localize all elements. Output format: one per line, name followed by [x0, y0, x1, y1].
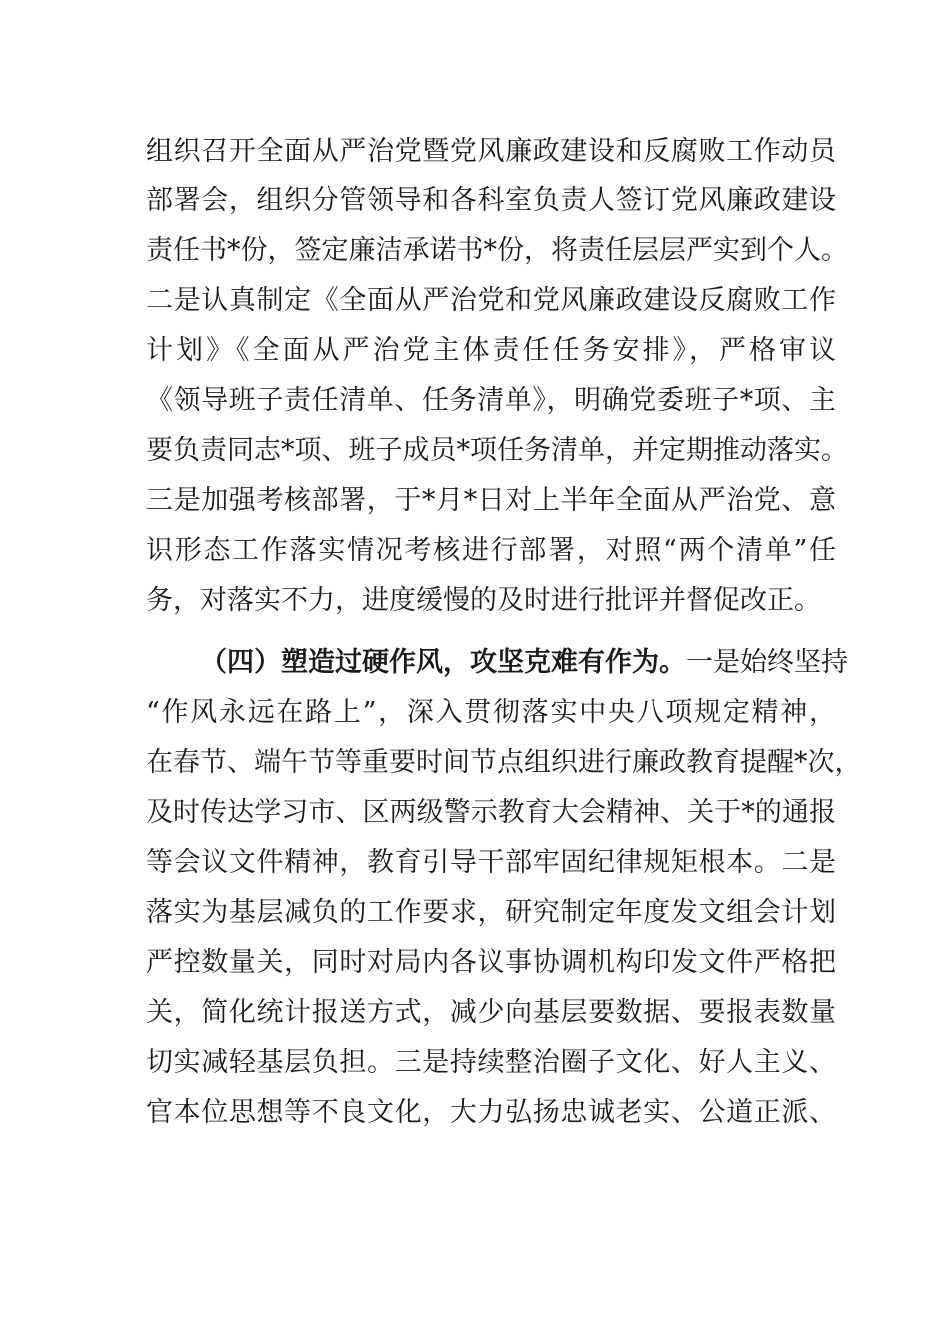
section-heading: （四）塑造过硬作风，攻坚克难有作为。: [200, 647, 686, 678]
paragraph-line: 《领导班子责任清单、任务清单》，明确党委班子*项、主: [146, 385, 836, 416]
paragraph-line: 落实为基层减负的工作要求，研究制定年度发文组会计划: [146, 897, 836, 928]
paragraph-line: 在春节、端午节等重要时间节点组织进行廉政教育提醒*次，: [146, 747, 862, 778]
paragraph-line: 要负责同志*项、班子成员*项任务清单，并定期推动落实。: [146, 435, 848, 466]
paragraph-line: 计划》《全面从严治党主体责任任务安排》，严格审议: [146, 335, 836, 366]
paragraph-line: 责任书*份，签定廉洁承诺书*份，将责任层层严实到个人。: [146, 235, 848, 266]
paragraph-line: 二是认真制定《全面从严治党和党风廉政建设反腐败工作: [146, 285, 836, 316]
paragraph-line: 三是加强考核部署，于*月*日对上半年全面从严治党、意: [146, 485, 836, 516]
paragraph-line: 关，简化统计报送方式，减少向基层要数据、要报表数量: [146, 997, 836, 1028]
paragraph-line: 识形态工作落实情况考核进行部署，对照“两个清单”任: [146, 535, 836, 566]
paragraph-line: 官本位思想等不良文化，大力弘扬忠诚老实、公道正派、: [146, 1097, 836, 1128]
paragraph-line: 切实减轻基层负担。三是持续整治圈子文化、好人主义、: [146, 1047, 836, 1078]
section-text: 一是始终坚持: [686, 647, 848, 678]
paragraph-line: 及时传达学习市、区两级警示教育大会精神、关于*的通报: [146, 797, 836, 828]
paragraph-line: 等会议文件精神，教育引导干部牢固纪律规矩根本。二是: [146, 847, 836, 878]
paragraph-line: “作风永远在路上”，深入贯彻落实中央八项规定精神，: [146, 697, 836, 728]
paragraph-line: 部署会，组织分管领导和各科室负责人签订党风廉政建设: [146, 185, 836, 216]
paragraph-line: 务，对落实不力，进度缓慢的及时进行批评并督促改正。: [146, 585, 821, 616]
paragraph-line: 严控数量关，同时对局内各议事协调机构印发文件严格把: [146, 947, 836, 978]
paragraph-line: 组织召开全面从严治党暨党风廉政建设和反腐败工作动员: [146, 136, 836, 167]
section-heading-line: [200, 647, 848, 678]
